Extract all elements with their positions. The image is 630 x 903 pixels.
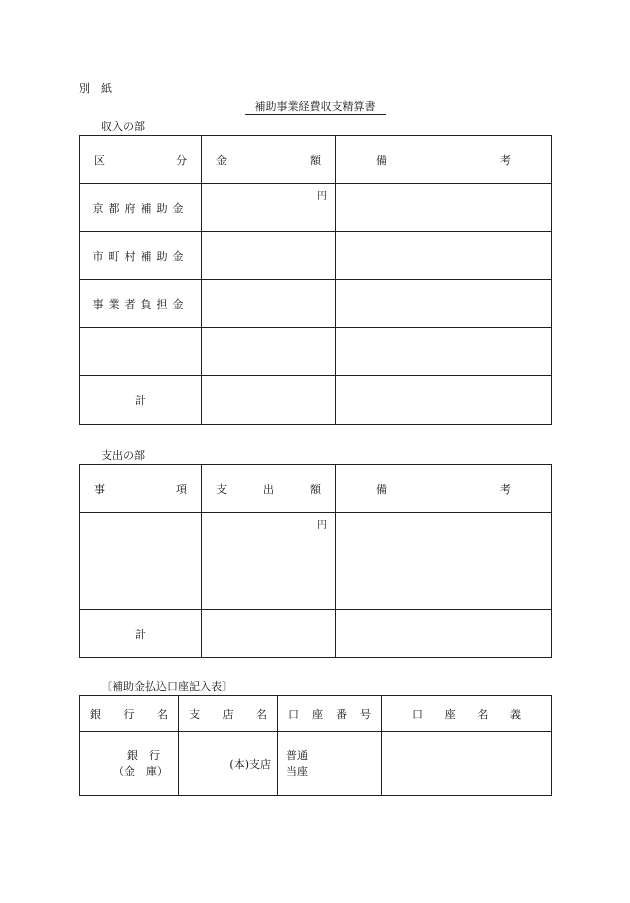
income-row-category: 市町村補助金 xyxy=(80,232,202,280)
income-row-category: 京都府補助金 xyxy=(80,184,202,232)
expense-table xyxy=(79,464,552,658)
bank-label: 銀 行 xyxy=(127,748,160,762)
account-type-futsu: 普通 xyxy=(286,748,308,762)
branch-label: (本)支店 xyxy=(229,757,271,771)
account-bank-cell[interactable] xyxy=(80,732,179,796)
income-row-category[interactable] xyxy=(80,328,202,376)
account-type-touza: 当座 xyxy=(286,764,308,778)
annex-label: 別 紙 xyxy=(79,82,112,95)
expense-total-remarks[interactable] xyxy=(336,610,552,658)
expense-row-amount[interactable] xyxy=(202,513,336,610)
income-row-amount[interactable] xyxy=(202,280,336,328)
account-holder-cell[interactable] xyxy=(382,732,552,796)
income-row-amount[interactable] xyxy=(202,232,336,280)
income-row-amount[interactable] xyxy=(202,328,336,376)
yen-unit: 円 xyxy=(317,520,327,531)
account-section-label: 〔補助金払込口座記入表〕 xyxy=(101,680,233,693)
income-total-remarks[interactable] xyxy=(336,376,552,425)
income-header-remarks: 備 考 xyxy=(336,136,552,184)
expense-header-item: 事 項 xyxy=(80,465,202,513)
document-title-text: 補助事業経費収支精算書 xyxy=(245,100,386,115)
account-number-cell[interactable] xyxy=(278,732,382,796)
account-header-bank: 銀 行 名 xyxy=(80,696,179,732)
expense-row-remarks[interactable] xyxy=(336,513,552,610)
account-header-number: 口 座 番 号 xyxy=(278,696,382,732)
expense-header-amount: 支 出 額 xyxy=(202,465,336,513)
expense-total-amount[interactable] xyxy=(202,610,336,658)
yen-unit: 円 xyxy=(317,191,327,202)
income-total-amount[interactable] xyxy=(202,376,336,425)
income-row-amount[interactable] xyxy=(202,184,336,232)
income-row-remarks[interactable] xyxy=(336,184,552,232)
income-header-amount: 金 額 xyxy=(202,136,336,184)
account-header-branch: 支 店 名 xyxy=(179,696,278,732)
income-row-remarks[interactable] xyxy=(336,328,552,376)
income-row-remarks[interactable] xyxy=(336,280,552,328)
bank-kinko-label: （金 庫） xyxy=(113,764,168,778)
account-header-holder: 口 座 名 義 xyxy=(382,696,552,732)
account-branch-cell[interactable] xyxy=(179,732,278,796)
expense-total-label: 計 xyxy=(80,610,202,658)
income-row-category: 事業者負担金 xyxy=(80,280,202,328)
document-title xyxy=(0,98,630,114)
account-table xyxy=(79,695,552,796)
income-header-category: 区 分 xyxy=(80,136,202,184)
expense-header-remarks: 備 考 xyxy=(336,465,552,513)
income-section-label: 収入の部 xyxy=(101,120,145,133)
expense-row-item[interactable] xyxy=(80,513,202,610)
income-row-remarks[interactable] xyxy=(336,232,552,280)
income-total-label: 計 xyxy=(80,376,202,425)
income-table xyxy=(79,135,552,425)
expense-section-label: 支出の部 xyxy=(101,449,145,462)
